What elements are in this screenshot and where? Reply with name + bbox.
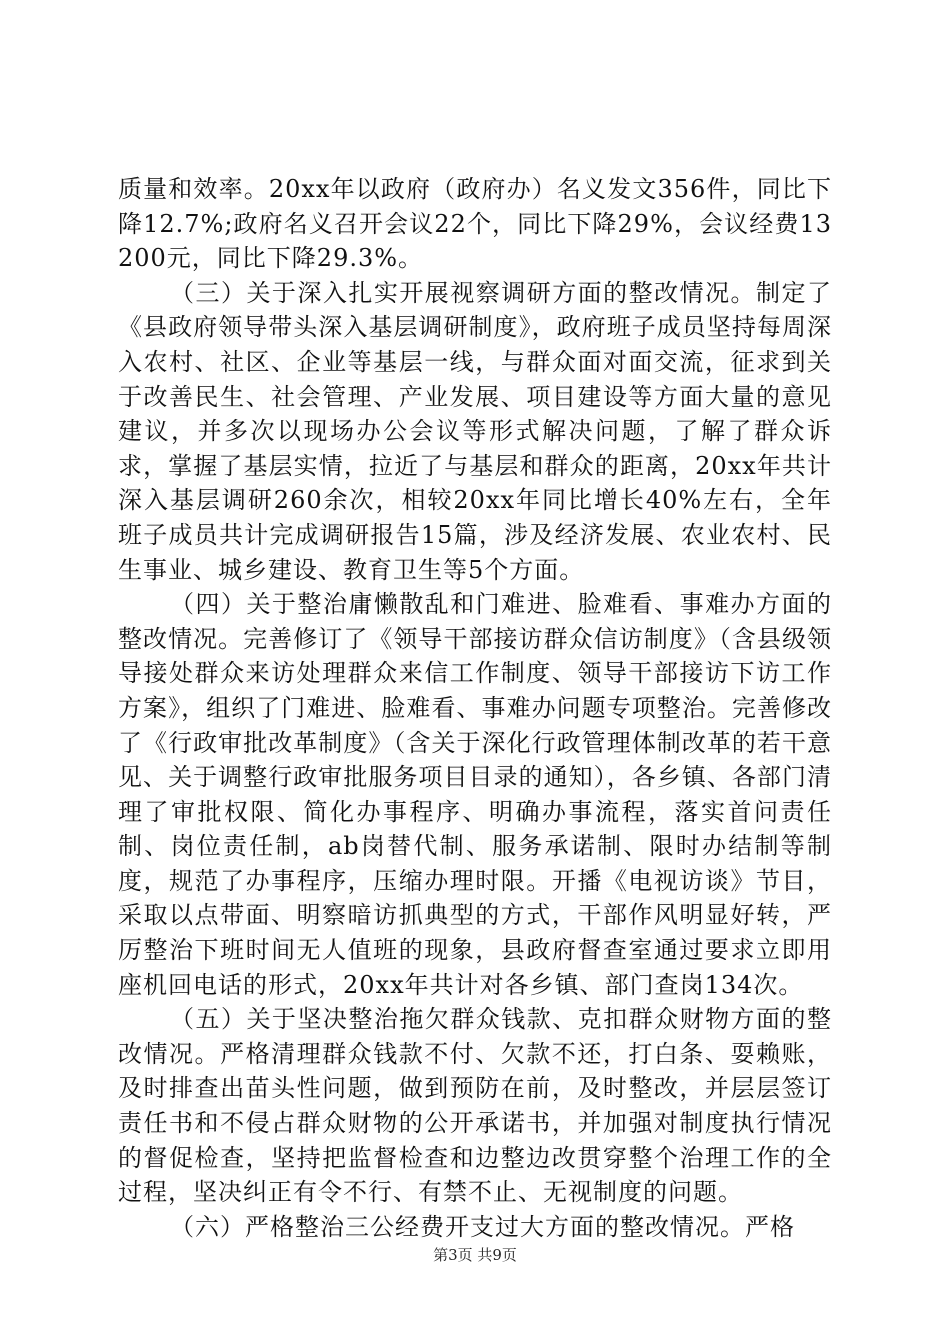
paragraph-4: （五）关于坚决整治拖欠群众钱款、克扣群众财物方面的整改情况。严格清理群众钱款不付、欠款不还，打白条、耍赖账，及时排查出苗头性问题，做到预防在前，及时整改，并层层签订责任书和不侵占群众财物的公开承诺书，并加强对制度执行情况的督促检查，坚持把监督检查和边整边改贯穿整个治理工作的全过程，坚决纠正有令不行、有禁不止、无视制度的问题。 [118, 1005, 832, 1207]
paragraph-5: （六）严格整治三公经费开支过大方面的整改情况。严格 [170, 1212, 795, 1241]
paragraph-1: 质量和效率。20xx年以政府（政府办）名义发文356件，同比下降12.7%;政府名义召开会议22个，同比下降29%，会议经费13200元，同比下降29.3%。 [118, 175, 832, 273]
page-footer: 第3页 共9页 [433, 1246, 517, 1264]
paragraph-2: （三）关于深入扎实开展视察调研方面的整改情况。制定了《县政府领导带头深入基层调研制度》，政府班子成员坚持每周深入农村、社区、企业等基层一线，与群众面对面交流，征求到关于改善民生、社会管理、产业发展、项目建设等方面大量的意见建议，并多次以现场办公会议等形式解决问题，了解了群众诉求，掌握了基层实情，拉近了与基层和群众的距离，20xx年共计深入基层调研260余次，相较20xx年同比增长40%左右，全年班子成员共计完成调研报告15篇，涉及经济发展、农业农村、民生事业、城乡建设、教育卫生等5个方面。 [118, 278, 832, 584]
paragraph-3: （四）关于整治庸懒散乱和门难进、脸难看、事难办方面的整改情况。完善修订了《领导干部接访群众信访制度》（含县级领导接处群众来访处理群众来信工作制度、领导干部接访下访工作方案》，组织了门难进、脸难看、事难办问题专项整治。完善修改了《行政审批改革制度》（含关于深化行政管理体制改革的若干意见、关于调整行政审批服务项目目录的通知），各乡镇、各部门清理了审批权限、简化办事程序、明确办事流程，落实首问责任制、岗位责任制，ab岗替代制、服务承诺制、限时办结制等制度，规范了办事程序，压缩办理时限。开播《电视访谈》节目，采取以点带面、明察暗访抓典型的方式，干部作风明显好转，严厉整治下班时间无人值班的现象，县政府督查室通过要求立即用座机回电话的形式，20xx年共计对各乡镇、部门查岗134次。 [118, 590, 832, 999]
document-body [118, 172, 832, 1244]
